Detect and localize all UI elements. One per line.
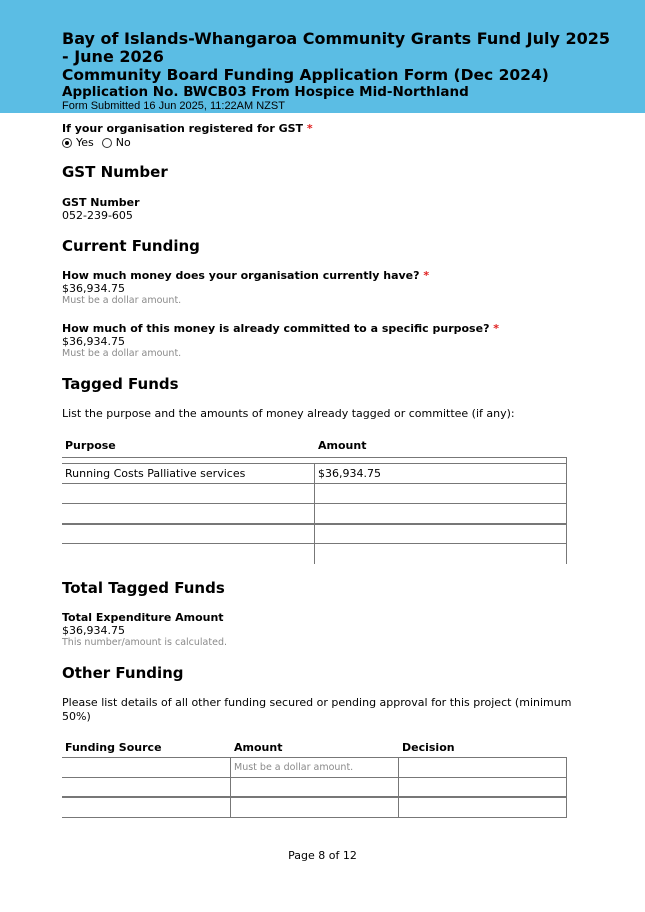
current-money-question xyxy=(62,269,429,282)
form-header xyxy=(0,0,645,113)
table-border xyxy=(230,757,231,817)
table-border xyxy=(62,797,567,798)
total-tagged-funds-heading: Total Tagged Funds xyxy=(62,579,225,597)
gst-number-label: GST Number xyxy=(62,196,140,209)
committed-money-value: $36,934.75 xyxy=(62,335,125,348)
column-header-amount: Amount xyxy=(318,439,367,452)
gst-number-heading: GST Number xyxy=(62,163,168,181)
required-marker: * xyxy=(493,322,500,335)
table-border xyxy=(398,757,399,817)
gst-registered-label: If your organisation registered for GST xyxy=(62,122,304,135)
tagged-funds-heading: Tagged Funds xyxy=(62,375,179,393)
table-border xyxy=(566,757,567,817)
amount-hint-cell: Must be a dollar amount. xyxy=(234,762,354,773)
gst-number-value: 052-239-605 xyxy=(62,209,133,222)
gst-registered-question xyxy=(62,122,313,135)
table-border xyxy=(62,817,567,818)
table-cell: Running Costs Palliative services xyxy=(65,467,246,480)
column-header-funding-source: Funding Source xyxy=(65,741,162,754)
form-subtitle: Community Board Funding Application Form (Dec 2024) xyxy=(62,66,549,84)
current-money-hint: Must be a dollar amount. xyxy=(62,295,182,306)
tagged-funds-description: List the purpose and the amounts of money already tagged or committee (if any): xyxy=(62,407,515,420)
application-number: Application No. BWCB03 From Hospice Mid-Northland xyxy=(62,84,469,100)
table-border xyxy=(62,757,567,758)
table-border xyxy=(566,457,567,564)
total-expenditure-label: Total Expenditure Amount xyxy=(62,611,224,624)
table-border xyxy=(62,777,567,778)
table-border xyxy=(62,457,567,458)
committed-money-hint: Must be a dollar amount. xyxy=(62,348,182,359)
total-expenditure-hint: This number/amount is calculated. xyxy=(62,637,228,648)
submitted-timestamp: Form Submitted 16 Jun 2025, 11:22AM NZST xyxy=(62,100,285,112)
column-header-amount: Amount xyxy=(234,741,283,754)
required-marker: * xyxy=(423,269,430,282)
other-funding-description: Please list details of all other funding secured or pending approval for this project (minimum 50%) xyxy=(62,696,572,723)
radio-yes[interactable] xyxy=(62,138,72,148)
total-expenditure-value: $36,934.75 xyxy=(62,624,125,637)
radio-no-label: No xyxy=(115,136,131,149)
other-funding-heading: Other Funding xyxy=(62,664,184,682)
required-marker: * xyxy=(306,122,313,135)
column-header-decision: Decision xyxy=(402,741,455,754)
current-money-label: How much money does your organisation currently have? xyxy=(62,269,420,282)
radio-no[interactable] xyxy=(102,138,112,148)
current-money-value: $36,934.75 xyxy=(62,282,125,295)
radio-yes-label: Yes xyxy=(76,136,94,149)
committed-money-label: How much of this money is already committed to a specific purpose? xyxy=(62,322,490,335)
table-cell: $36,934.75 xyxy=(318,467,381,480)
committed-money-question xyxy=(62,322,499,335)
current-funding-heading: Current Funding xyxy=(62,237,200,255)
gst-registered-radio-group xyxy=(62,136,139,149)
page-number: Page 8 of 12 xyxy=(288,849,357,862)
column-header-purpose: Purpose xyxy=(65,439,116,452)
table-border xyxy=(314,463,315,564)
form-title: Bay of Islands-Whangaroa Community Grants Fund July 2025 - June 2026 xyxy=(62,29,611,66)
